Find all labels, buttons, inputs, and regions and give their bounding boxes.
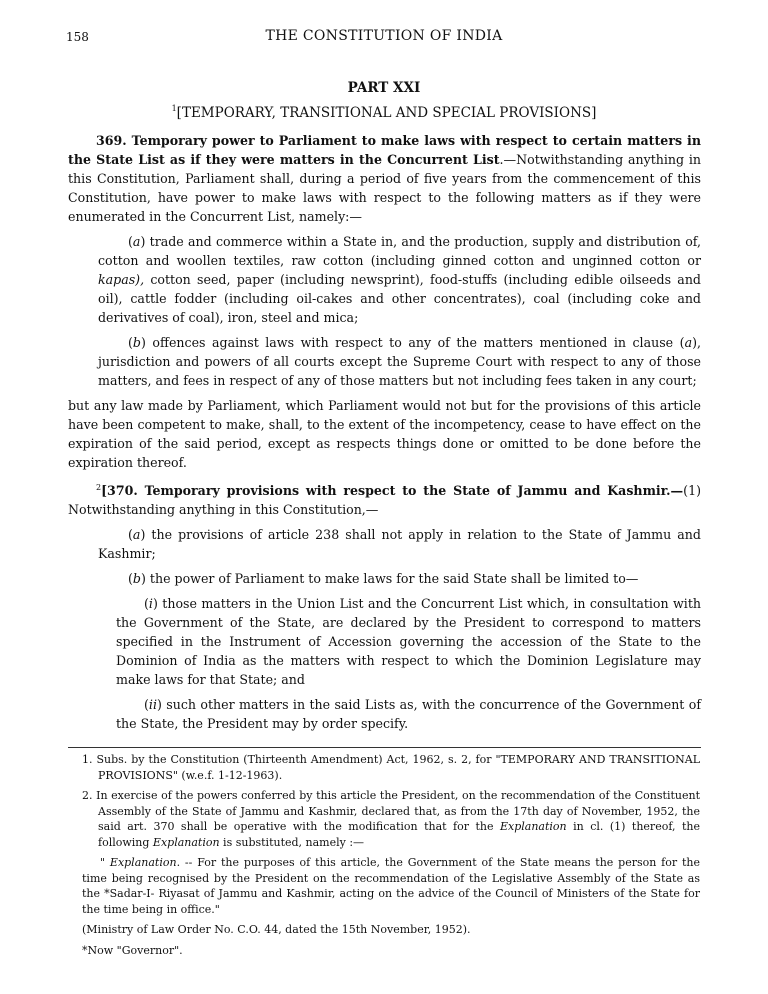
clause-text: the provisions of article 238 shall not apply in relation to the State of Jammu and Kashmir; [98,527,701,561]
footnote-1 [82,752,700,783]
clause-text: ), jurisdiction and powers of all courts except the Supreme Court with respect to any of those matters, and fees in respect of any of those matters but not including fees taken in any court; [98,335,701,388]
footnote-number: 2. [82,789,93,802]
footnote-text: is substituted, namely :— [219,835,365,849]
article-370-intro [68,478,701,519]
part-subtitle [0,104,768,121]
clause-label: a [132,234,141,249]
footnote-divider [68,747,701,748]
clause-text: trade and commerce within a State in, and the production, supply and distribution of, cotton and woollen textiles, raw cotton (including ginned cotton and unginned cotton or [98,234,701,268]
article-370-subclause-ii: (ii) such other matters in the said Lists as, with the concurrence of the Government of the State, the President may by order specify. [116,697,701,731]
footnote-2 [82,788,700,850]
footnote-italic: Explanation [500,820,567,833]
clause-text-italic: kapas), [98,272,145,287]
footnote-text: In exercise of the powers conferred by this article the President, on the recommendation of the Constituent Assembly of the State of Jammu and Kashmir, declared that, as from the 17th day of November, 1952, the said art. 370 shall be operative with the modification that for the [96,789,700,833]
order-reference: (Ministry of Law Order No. C.O. 44, dated the 15th November, 1952). [82,923,471,936]
clause-text: cotton seed, paper (including newsprint), food-stuffs (including edible oilseeds and oil), cattle fodder (including oil-cakes and other concentrates), coal (including coke and derivatives of coal), iron, steel and mica; [98,272,701,325]
article-369-proviso: but any law made by Parliament, which Parliament would not but for the provisions of this article have been competent to make, shall, to the extent of the incompetency, cease to have effect on the expiration of the said period, except as respects things done or omitted to be done before the expiration thereof. [68,398,701,470]
footnote-text: in cl. (1) thereof, the following [98,820,700,849]
clause-ref: a [684,335,693,350]
article-370-text: (1) Notwithstanding anything in this Constitution,— [68,483,701,517]
part-heading: PART XXI [347,80,421,96]
article-369-clause-b: (b) offences against laws with respect to any of the matters mentioned in clause (a), jurisdiction and powers of all courts except the Supreme Court with respect to any of those matters, and fees in respect of any of those matters but not including fees taken in any court; [98,335,701,388]
subclause-label: i [148,596,153,611]
star-note: *Now "Governor". [82,943,183,957]
explanation-quote [82,855,700,917]
page-number: 158 [66,30,89,44]
subclause-text: those matters in the Union List and the Concurrent List which, in consultation with the Government of the State, are declared by the President to correspond to matters specified in the Instrument of Accession governing the accession of the State to the Dominion of India as the matters with respect to which the Dominion Legislature may make laws for that State; and [116,596,701,687]
article-370-clause-a: (a) the provisions of article 238 shall not apply in relation to the State of Jammu and Kashmir; [98,527,701,561]
clause-text: the power of Parliament to make laws for the said State shall be limited to— [145,571,639,586]
footnote-number: 1. [82,753,93,766]
document-body [68,131,701,739]
part-subtitle-text: [TEMPORARY, TRANSITIONAL AND SPECIAL PROVISIONS] [176,105,597,121]
running-title: THE CONSTITUTION OF INDIA [265,28,503,44]
article-369-text: .—Notwithstanding anything in this Constitution, Parliament shall, during a period of five years from the commencement of this Constitution, have power to make laws with respect to the following matters as if they were enumerated in the Concurrent List, namely:— [68,152,701,224]
subclause-text: such other matters in the said Lists as, with the concurrence of the Government of the State, the President may by order specify. [116,697,701,731]
article-369-clause-a: (a) trade and commerce within a State in, and the production, supply and distribution of, cotton and woollen textiles, raw cotton (including ginned cotton and unginned cotton or kapas), cotton seed, paper (including newsprint), food-stuffs (including edible oilseeds and oil), cattle fodder (including oil-cakes and other concentrates), coal (including coke and derivatives of coal), iron, steel and mica; [98,234,701,325]
article-369-intro [68,131,701,226]
footnotes [82,752,700,963]
clause-text: offences against laws with respect to any of the matters mentioned in clause ( [145,335,685,350]
footnote-marker: 2 [96,483,102,492]
quote-lead: " Explanation [100,856,177,869]
footnote-text: Subs. by the Constitution (Thirteenth Amendment) Act, 1962, s. 2, for "TEMPORARY AND TRANSITIONAL PROVISIONS" (w.e.f. 1-12-1963). [96,753,701,782]
subclause-label: ii [148,697,157,712]
article-370-subclause-i: (i) those matters in the Union List and the Concurrent List which, in consultation with the Government of the State, are declared by the President to correspond to matters specified in the Instrument of Accession governing the accession of the State to the Dominion of India as the matters with respect to which the Dominion Legislature may make laws for that State; and [116,596,701,687]
quote-text: . -- For the purposes of this article, the Government of the State means the person for the time being recognised by the President on the recommendation of the Legislative Assembly of the State as the *Sadar-I- Riyasat of Jammu and Kashmir, acting on the advice of the Council of Ministers of the State for the time being in office." [82,856,700,916]
footnote-marker: 1 [171,104,177,113]
clause-label: a [132,527,141,542]
article-370-heading: [370. Temporary provisions with respect to the State of Jammu and Kashmir.— [101,483,684,498]
article-370-clause-b: (b) the power of Parliament to make laws for the said State shall be limited to— [128,571,639,586]
article-369-heading: 369. Temporary power to Parliament to make laws with respect to certain matters in the State List as if they were matters in the Concurrent List [68,133,701,167]
clause-label: b [132,571,141,586]
page-header [66,28,702,50]
footnote-italic: Explanation [152,835,220,849]
clause-label: b [132,335,141,350]
